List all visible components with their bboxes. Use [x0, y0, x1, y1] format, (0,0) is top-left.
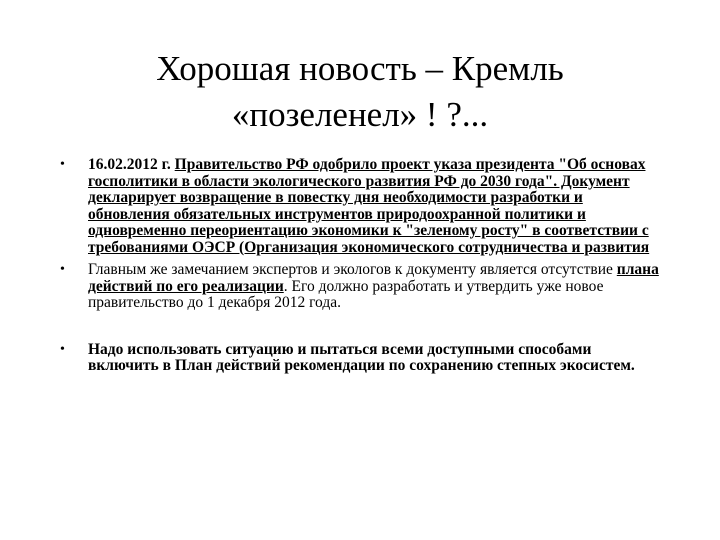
bullet-remark-text-before: Главным же замечанием экспертов и экологов к документу является отсутствие	[88, 261, 617, 278]
bullet-item-action	[60, 342, 660, 375]
bullet-dot-icon: •	[60, 262, 65, 277]
bullet-dot-icon: •	[60, 157, 65, 172]
bullet-remark-text-after: . Его должно разработать и утвердить уже новое правительство до 1 декабря 2012 года.	[88, 277, 604, 311]
bullet-item-decree	[60, 157, 660, 256]
bullet-date: 16.02.2012 г.	[88, 156, 175, 173]
bullet-action-text: Надо использовать ситуацию и пытаться всеми доступными способами включить в План действий рекомендации по сохранению степных экосистем.	[88, 340, 635, 374]
title-line-2: «позеленел» ! ?...	[231, 95, 489, 134]
title-line-1: Хорошая новость – Кремль	[156, 49, 564, 88]
bullet-list	[60, 157, 660, 375]
bullet-remark-highlight: плана действий по его реализации	[88, 261, 659, 295]
bullet-dot-icon: •	[60, 341, 65, 357]
bullet-item-remark	[60, 262, 660, 312]
bullet-decree-text: Правительство РФ одобрило проект указа президента "Об основах госполитики в области экологического развития РФ до 2030 года". Документ декларирует возвращение в повестку дня необходимости разработки и обновления обязательных инструментов природоохранной политики и одновременно переориентацию экономики к "зеленому росту" в соответствии с требованиями ОЭСР (Организация экономического сотрудничества и развития	[88, 156, 650, 256]
slide-title	[60, 46, 660, 138]
